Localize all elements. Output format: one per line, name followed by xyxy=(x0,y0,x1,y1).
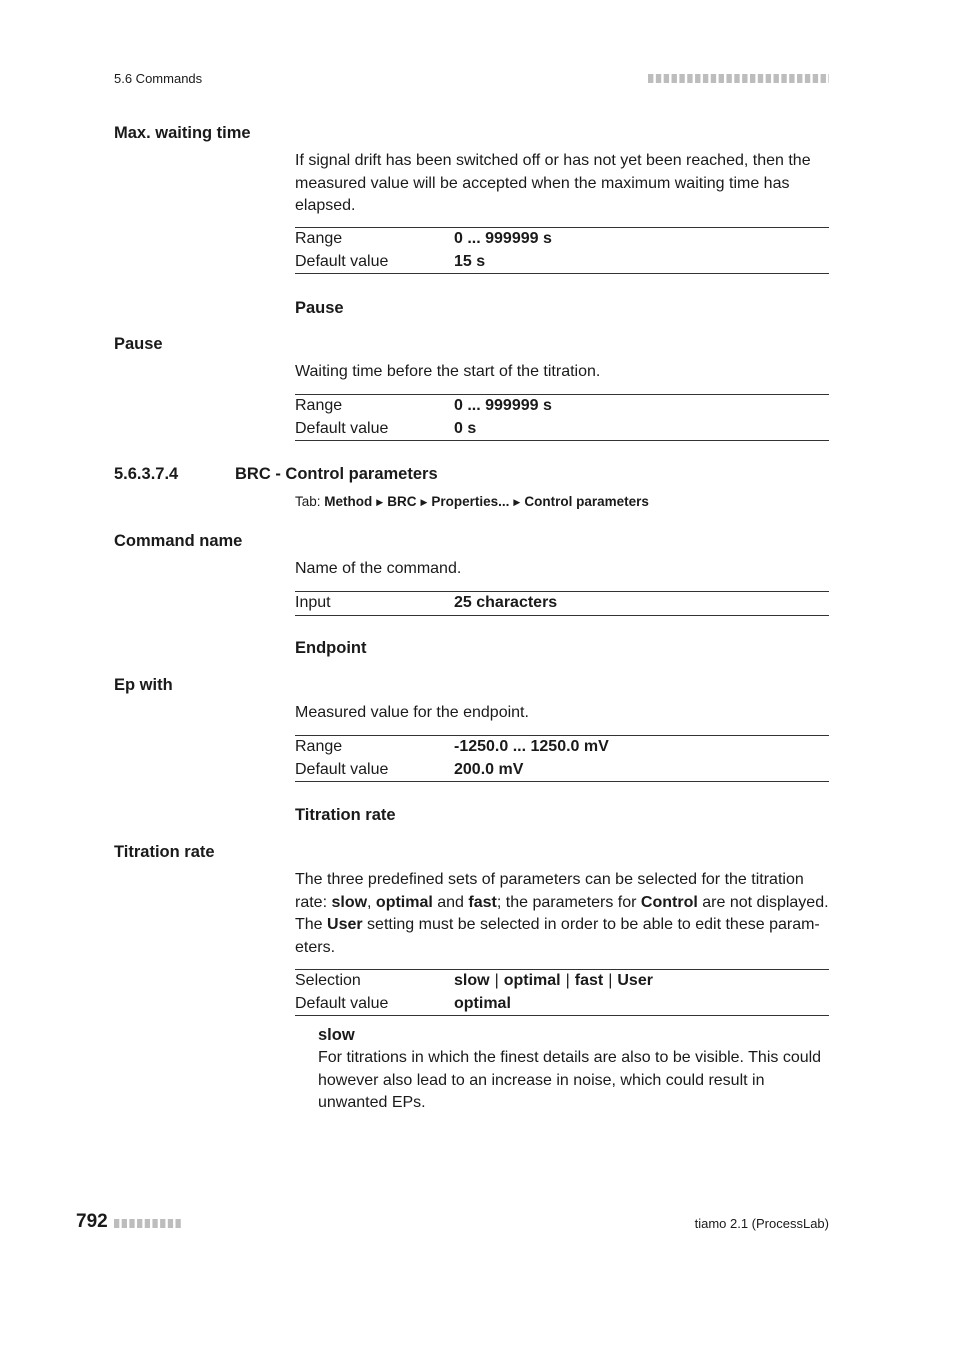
option-description-slow: For titrations in which the finest details are also to be visible. This could however also lead to an increase in noise, which could result in unwanted EPs. xyxy=(318,1049,822,1111)
desc-text: setting must be selected in order to be able to edit these param-eters. xyxy=(295,916,820,956)
footer-product: tiamo 2.1 (ProcessLab) xyxy=(694,1216,829,1231)
table-row xyxy=(295,970,829,993)
desc-emphasis: slow xyxy=(331,893,368,911)
param-label-pause: Pause xyxy=(114,335,163,353)
param-description-command-name: Name of the command. xyxy=(295,560,462,577)
desc-text: ; the parameters for xyxy=(496,893,641,911)
header-dots-decoration xyxy=(648,74,829,83)
table-row xyxy=(295,395,829,418)
running-header-section: 5.6 Commands xyxy=(114,71,203,86)
option-value: User xyxy=(617,972,653,989)
section-number: 5.6.3.7.4 xyxy=(114,465,179,483)
table-value: -1250.0 ... 1250.0 mV xyxy=(454,738,609,755)
section-title: BRC - Control parameters xyxy=(235,465,438,483)
param-label-ep-with: Ep with xyxy=(114,676,173,694)
table-value: 0 s xyxy=(454,419,477,437)
group-heading-titration-rate: Titration rate xyxy=(295,806,396,824)
param-table-max-waiting-time xyxy=(295,227,829,274)
table-row xyxy=(295,736,829,759)
breadcrumb-item: Properties... xyxy=(431,494,510,509)
desc-text: The three predefined sets of parameters can be selected for the titration rate: xyxy=(295,871,804,911)
desc-text: are not displayed. The xyxy=(295,893,829,933)
desc-emphasis: optimal xyxy=(375,893,433,911)
option-separator: | xyxy=(494,972,499,989)
param-description-titration-rate xyxy=(295,869,831,959)
table-value: 15 s xyxy=(454,252,486,270)
page-number: 792 xyxy=(76,1211,108,1232)
param-description-max-waiting-time: If signal drift has been switched off or has not yet been reached, then the measured value will be accepted when the maximum waiting time has elapsed. xyxy=(295,152,811,214)
tab-path-breadcrumb xyxy=(295,494,649,509)
desc-text: and xyxy=(432,893,469,911)
table-key: Default value xyxy=(295,760,389,778)
desc-text: , xyxy=(367,893,376,911)
table-value: optimal xyxy=(454,994,511,1012)
desc-emphasis: User xyxy=(327,916,363,933)
desc-emphasis: Control xyxy=(640,893,698,911)
table-row xyxy=(295,759,829,782)
option-value: fast xyxy=(574,972,604,989)
table-key: Range xyxy=(295,397,343,414)
param-label-titration-rate: Titration rate xyxy=(114,843,215,861)
tab-prefix: Tab: xyxy=(295,494,321,509)
breadcrumb-item: Method xyxy=(324,494,373,509)
param-description-ep-with: Measured value for the endpoint. xyxy=(295,704,529,721)
option-separator: | xyxy=(608,972,613,989)
table-row xyxy=(295,228,829,251)
table-value: 0 ... 999999 s xyxy=(454,397,552,414)
triangle-right-icon: ▶ xyxy=(420,497,428,507)
table-key: Range xyxy=(295,738,343,755)
table-row xyxy=(295,592,829,615)
table-value: 25 characters xyxy=(454,594,558,611)
table-key: Range xyxy=(295,230,343,247)
triangle-right-icon: ▶ xyxy=(513,497,521,507)
breadcrumb-item: Control parameters xyxy=(524,494,649,509)
param-table-ep-with xyxy=(295,735,829,782)
param-label-command-name: Command name xyxy=(114,532,243,550)
table-row xyxy=(295,251,829,274)
table-value: 200.0 mV xyxy=(454,760,524,778)
triangle-right-icon: ▶ xyxy=(376,497,384,507)
param-label-max-waiting-time: Max. waiting time xyxy=(114,124,251,142)
breadcrumb-item: BRC xyxy=(387,494,417,509)
option-separator: | xyxy=(565,972,570,989)
param-table-pause xyxy=(295,394,829,441)
table-value-options xyxy=(454,970,653,993)
option-value: optimal xyxy=(503,972,561,989)
table-key: Default value xyxy=(295,252,389,270)
table-key: Default value xyxy=(295,419,389,437)
option-term-slow: slow xyxy=(318,1026,355,1044)
group-heading-endpoint: Endpoint xyxy=(295,639,367,657)
desc-emphasis: fast xyxy=(468,893,497,911)
table-key: Selection xyxy=(295,972,361,989)
table-key: Input xyxy=(295,594,331,611)
footer-dots-decoration xyxy=(114,1219,183,1228)
table-row xyxy=(295,418,829,441)
param-table-command-name xyxy=(295,591,829,616)
table-row xyxy=(295,993,829,1016)
table-key: Default value xyxy=(295,994,389,1012)
option-value: slow xyxy=(454,972,490,989)
param-description-pause: Waiting time before the start of the titration. xyxy=(295,363,601,380)
table-value: 0 ... 999999 s xyxy=(454,230,552,247)
group-heading-pause: Pause xyxy=(295,299,344,317)
param-table-titration-rate xyxy=(295,969,829,1016)
